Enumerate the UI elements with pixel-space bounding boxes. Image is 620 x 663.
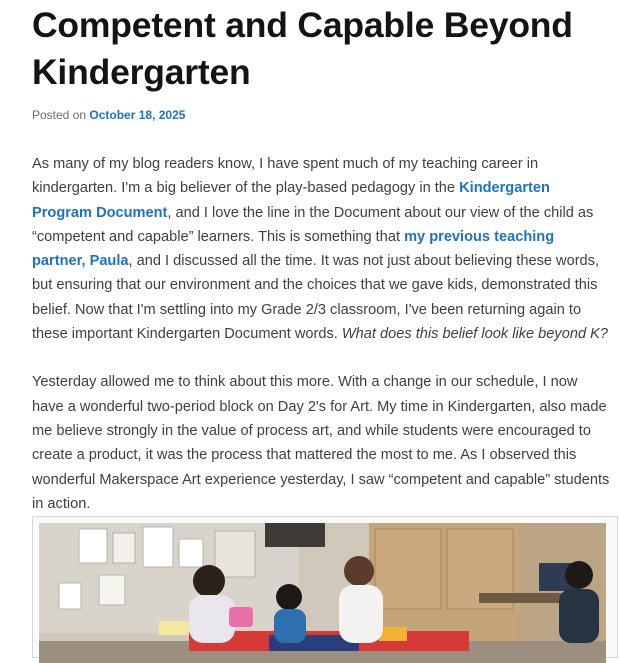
paragraph-2: Yesterday allowed me to think about this more. With a change in our schedule, I now have a wonderful two-period block on Day 2's for Art. My time in Kindergarten, also made me believe strongly in the value of process art, and while students were encouraged to create a product, it was the process that mattered the most to me. As I observed this wonderful Makerspace Art experience yesterday, I saw “competent and capable” students in action. [32, 374, 610, 512]
post-title: Competent and Capable Beyond Kindergarten [32, 5, 573, 92]
post-meta [32, 108, 185, 122]
kindergarten-program-document-link[interactable]: Kindergarten Program Document [32, 180, 550, 221]
classroom-photo-illustration [39, 523, 606, 663]
paragraph-1-text-c: , and I discussed all the time. It was not just about believing these words, but ensuring that our environment and the choices that we gave kids, demonstrated this belief. Now that I'm settling into my Grade 2/3 classroom, I've been returning again to these important Kindergarten Document words. [32, 253, 600, 343]
paragraph-1-text-b: , and I love the line in the Document about our view of the child as “competent and capable” learners. This is something that [32, 204, 594, 245]
paragraph-1-text-a: As many of my blog readers know, I have spent much of my teaching career in kindergarten. I'm a big believer of the play-based pedagogy in the [32, 156, 539, 197]
teaching-partner-link[interactable]: my previous teaching partner, Paula [32, 228, 555, 270]
posted-on-label: Posted on [32, 108, 87, 122]
paragraph-1 [32, 152, 610, 346]
classroom-photo[interactable] [39, 523, 606, 663]
classroom-photo-frame [32, 516, 618, 658]
paragraph-1-question: What does this belief look like beyond K? [341, 326, 608, 343]
post-date-link[interactable]: October 18, 2025 [89, 108, 186, 122]
post-content [32, 152, 610, 540]
